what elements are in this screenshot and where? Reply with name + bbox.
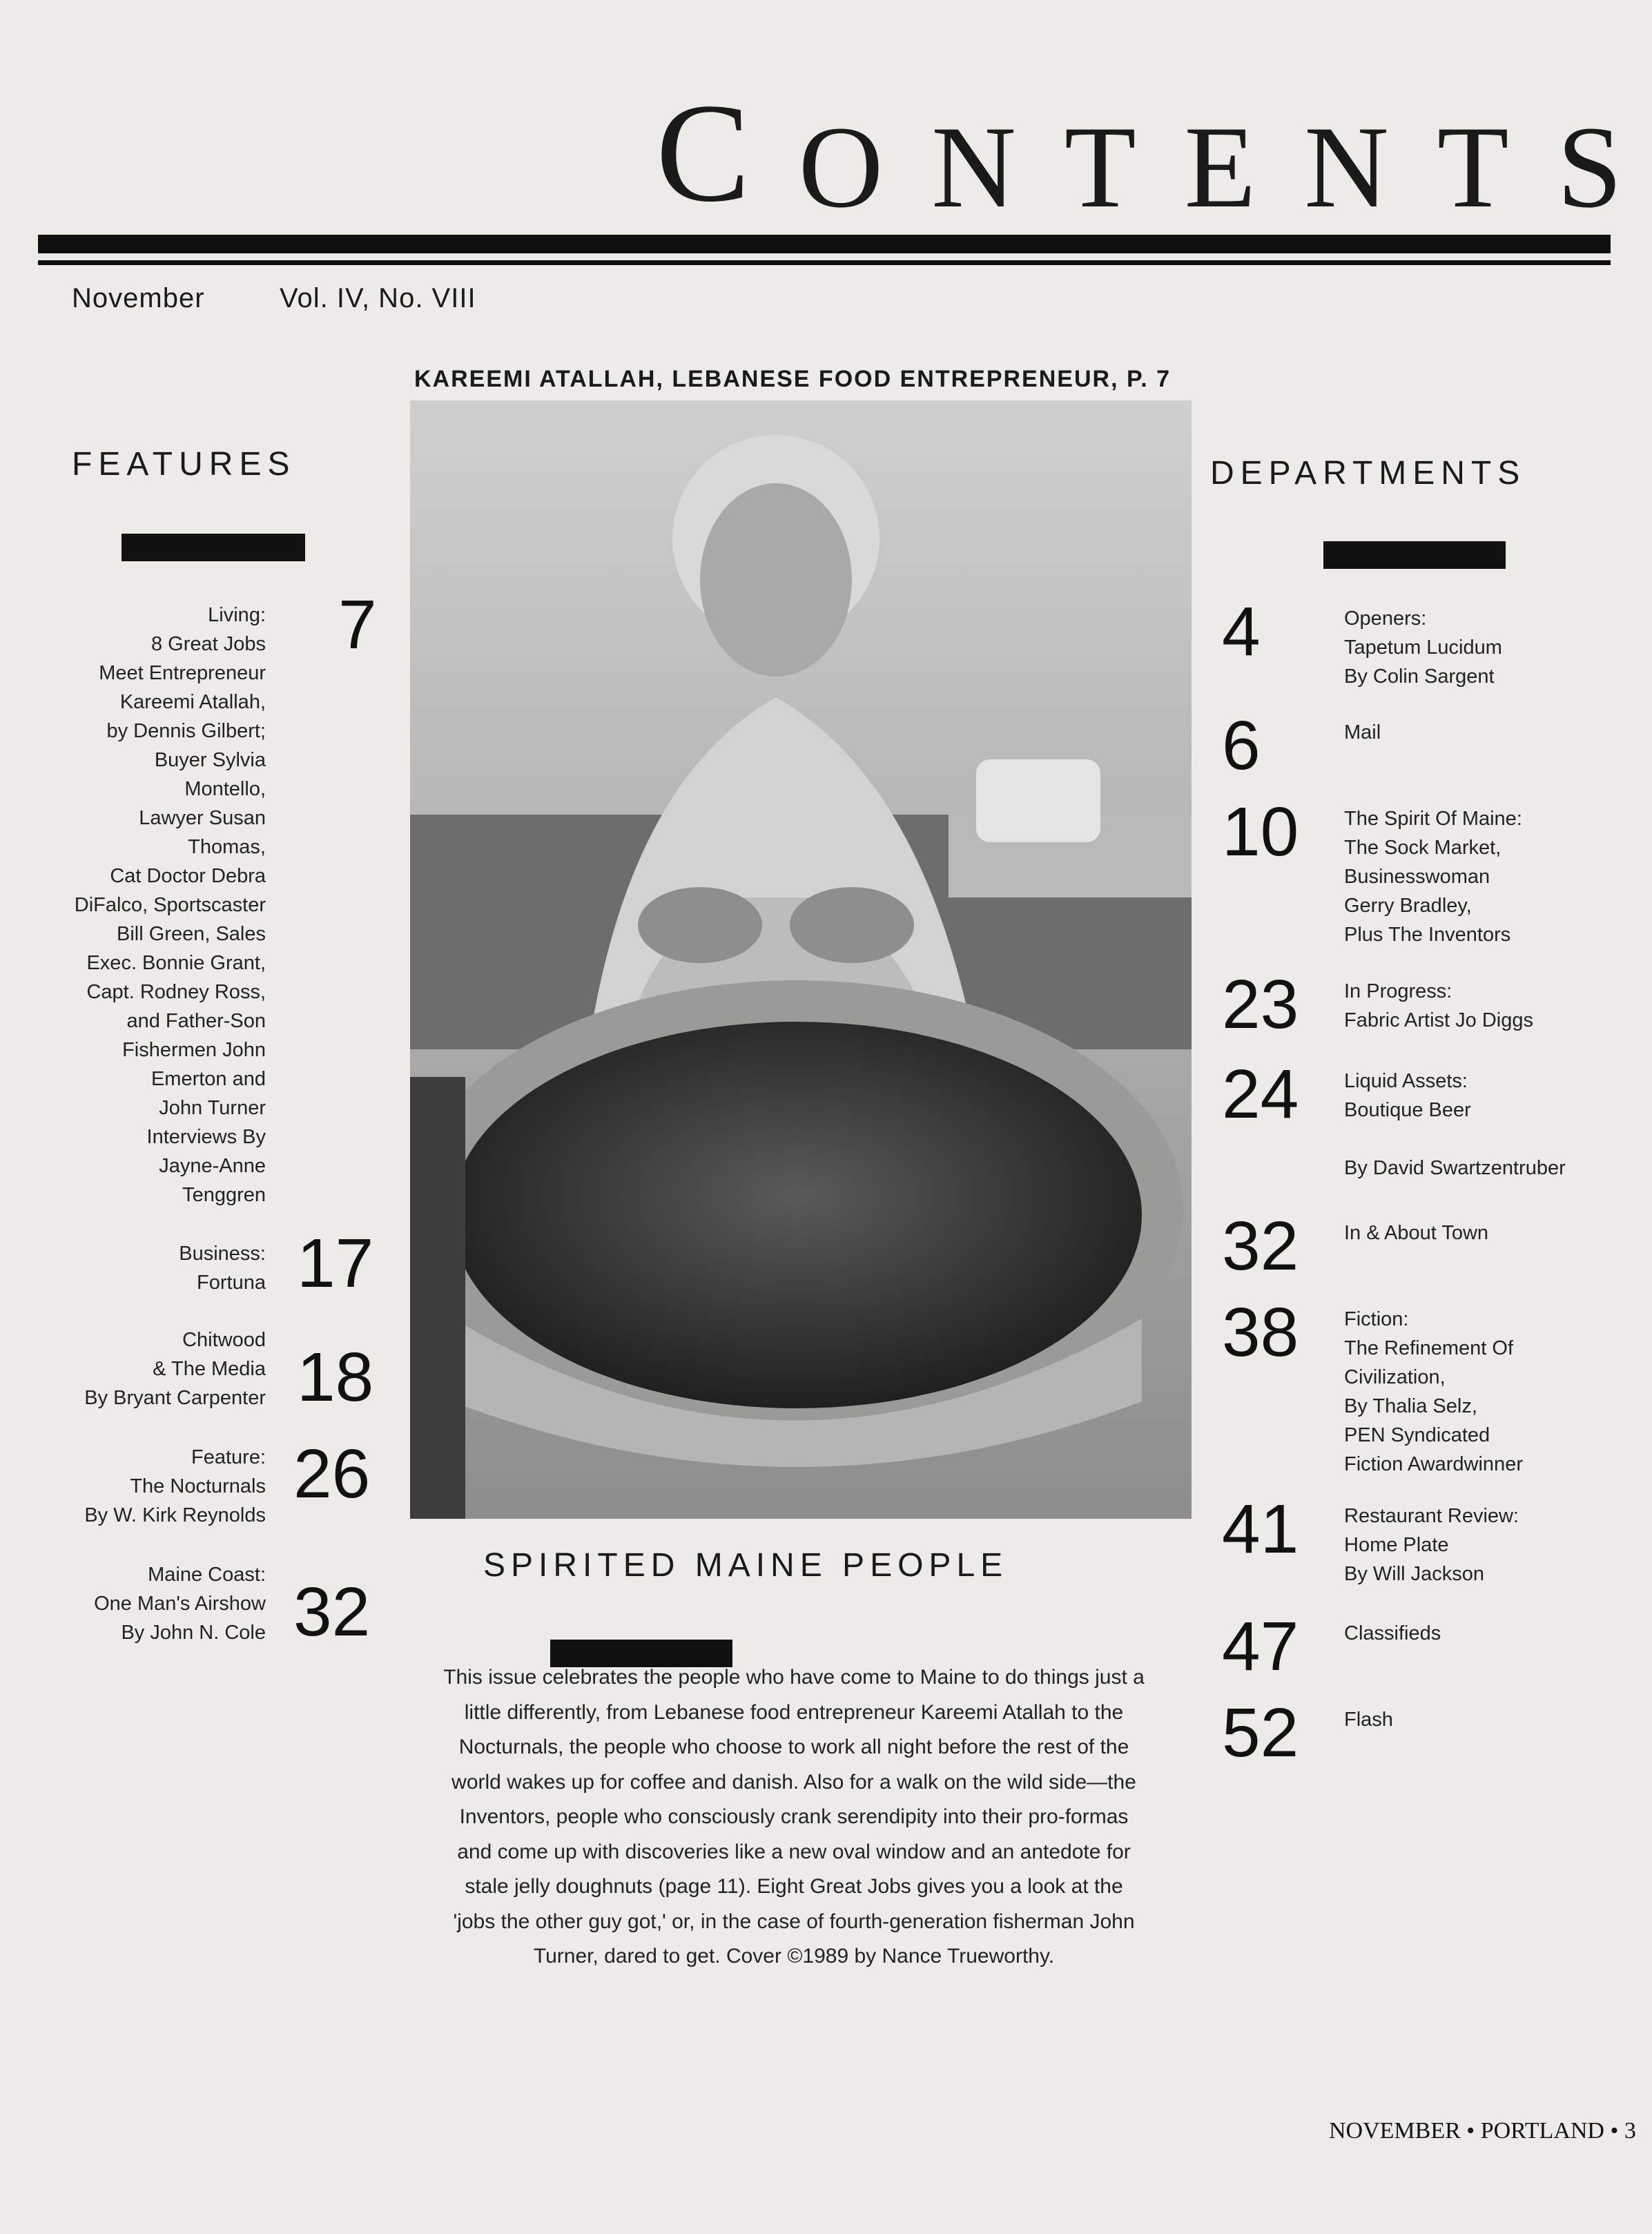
feature-item-line: Montello, — [184, 778, 266, 800]
department-item-text: Liquid Assets: Boutique Beer By David Swartzentruber — [1344, 1070, 1566, 1179]
feature-item-line: DiFalco, Sportscaster — [74, 894, 266, 916]
title-letter: S — [1557, 102, 1622, 232]
feature-item-line: Living: — [208, 604, 266, 626]
feature-item-line: Meet Entrepreneur — [99, 662, 266, 684]
feature-item-line: Chitwood — [182, 1329, 266, 1351]
feature-item-line: & The Media — [153, 1358, 266, 1380]
title-letter: C — [656, 75, 750, 231]
feature-item-line: Thomas, — [188, 836, 266, 858]
feature-item-line: 8 Great Jobs — [150, 633, 266, 655]
feature-item-line: John Turner — [159, 1097, 266, 1119]
cover-photo — [410, 400, 1192, 1519]
feature-item-line: One Man's Airshow — [94, 1593, 266, 1615]
issue-month: November — [72, 283, 205, 313]
department-item-text: The Spirit Of Maine: The Sock Market, Businesswoman Gerry Bradley, Plus The Inventors — [1344, 808, 1522, 946]
title-rule-thin — [38, 260, 1611, 265]
issue-volume: Vol. IV, No. VIII — [280, 283, 476, 313]
feature-item-line: Jayne-Anne — [159, 1155, 266, 1177]
feature-item-line: The Nocturnals — [130, 1475, 266, 1497]
department-item-text: In & About Town — [1344, 1222, 1489, 1244]
feature-page-number: 7 — [338, 586, 377, 663]
department-page-number: 23 — [1222, 966, 1299, 1043]
feature-item-text — [41, 1443, 266, 1530]
department-page-number: 52 — [1222, 1694, 1299, 1771]
feature-item-line: Interviews By — [146, 1126, 266, 1148]
feature-item-line: Fortuna — [197, 1272, 266, 1294]
page-title — [656, 75, 1622, 235]
feature-item-line: By W. Kirk Reynolds — [84, 1504, 266, 1526]
feature-item-line: Kareemi Atallah, — [119, 691, 266, 713]
feature-item-line: By John N. Cole — [121, 1622, 266, 1644]
department-page-number: 24 — [1222, 1056, 1299, 1133]
feature-item-text — [41, 1325, 266, 1412]
feature-item-line: and Father-Son — [126, 1010, 266, 1032]
feature-page-number: 18 — [297, 1339, 374, 1416]
feature-item-line: Buyer Sylvia — [154, 749, 266, 771]
title-letter: O — [798, 102, 884, 232]
feature-item-line: Lawyer Susan — [139, 807, 266, 829]
feature-item-line: by Dennis Gilbert; — [106, 720, 266, 742]
feature-item-line: By Bryant Carpenter — [84, 1387, 266, 1409]
feature-item-text — [41, 601, 266, 1210]
intro-paragraph: This issue celebrates the people who have come to Maine to do things just a little differently, from Lebanese food entrepreneur Kareemi Atallah to the Nocturnals, the people who choose to work all night before the rest of the world wakes up for coffee and danish. Also for a walk on the wild side—the Inventors, people who consciously crank serendipity into their pro-formas and come up with discoveries like a new oval window and an antedote for stale jelly doughnuts (page 11). Eight Great Jobs gives you a look at the 'jobs the other guy got,' or, in the case of fourth-generation fisherman John Turner, dared to get. Cover ©1989 by Nance Trueworthy. — [443, 1666, 1145, 1968]
feature-item-line: Feature: — [191, 1446, 266, 1468]
intro-heading: SPIRITED MAINE PEOPLE — [483, 1547, 1009, 1584]
page-footer: NOVEMBER • PORTLAND • 3 — [1329, 2118, 1636, 2144]
feature-item-line: Maine Coast: — [148, 1564, 266, 1586]
department-item-text: In Progress: Fabric Artist Jo Diggs — [1344, 980, 1533, 1031]
department-item-text: Flash — [1344, 1709, 1393, 1731]
department-item-text: Fiction: The Refinement Of Civilization, By Thalia Selz, PEN Syndicated Fiction Awardwinner — [1344, 1308, 1523, 1475]
feature-item-line: Tenggren — [182, 1184, 266, 1206]
feature-item-line: Exec. Bonnie Grant, — [86, 952, 266, 974]
features-bar — [122, 534, 305, 561]
department-item-text: Mail — [1344, 721, 1381, 744]
department-page-number: 6 — [1222, 707, 1261, 784]
department-page-number: 47 — [1222, 1608, 1299, 1685]
title-rule — [38, 235, 1611, 253]
department-item-text: Openers: Tapetum Lucidum By Colin Sargent — [1344, 608, 1502, 688]
title-letter: N — [931, 102, 1016, 232]
department-item-text: Restaurant Review: Home Plate By Will Jackson — [1344, 1505, 1519, 1585]
feature-item-text — [41, 1560, 266, 1647]
woman-with-colander-image — [410, 400, 1192, 1519]
photo-caption: KAREEMI ATALLAH, LEBANESE FOOD ENTREPRENEUR, P. 7 — [414, 366, 1172, 392]
title-letter: T — [1064, 102, 1136, 232]
feature-item-line: Business: — [179, 1243, 266, 1265]
department-page-number: 38 — [1222, 1294, 1299, 1371]
features-heading: FEATURES — [72, 446, 296, 483]
feature-item-text — [41, 1239, 266, 1297]
feature-page-number: 32 — [293, 1573, 371, 1651]
feature-item-line: Cat Doctor Debra — [110, 865, 266, 887]
title-letter: T — [1437, 102, 1509, 232]
feature-item-line: Emerton and — [150, 1068, 266, 1090]
title-letter: E — [1184, 102, 1256, 232]
departments-heading: DEPARTMENTS — [1210, 455, 1526, 492]
departments-bar — [1323, 541, 1506, 569]
department-page-number: 10 — [1222, 793, 1299, 871]
feature-item-line: Capt. Rodney Ross, — [86, 981, 266, 1003]
title-letter: N — [1304, 102, 1389, 232]
feature-item-line: Fishermen John — [122, 1039, 266, 1061]
department-page-number: 41 — [1222, 1490, 1299, 1568]
feature-page-number: 26 — [293, 1435, 371, 1513]
department-page-number: 32 — [1222, 1207, 1299, 1285]
feature-item-line: Bill Green, Sales — [117, 923, 266, 945]
feature-page-number: 17 — [297, 1225, 374, 1302]
department-page-number: 4 — [1222, 593, 1261, 670]
department-item-text: Classifieds — [1344, 1622, 1441, 1644]
